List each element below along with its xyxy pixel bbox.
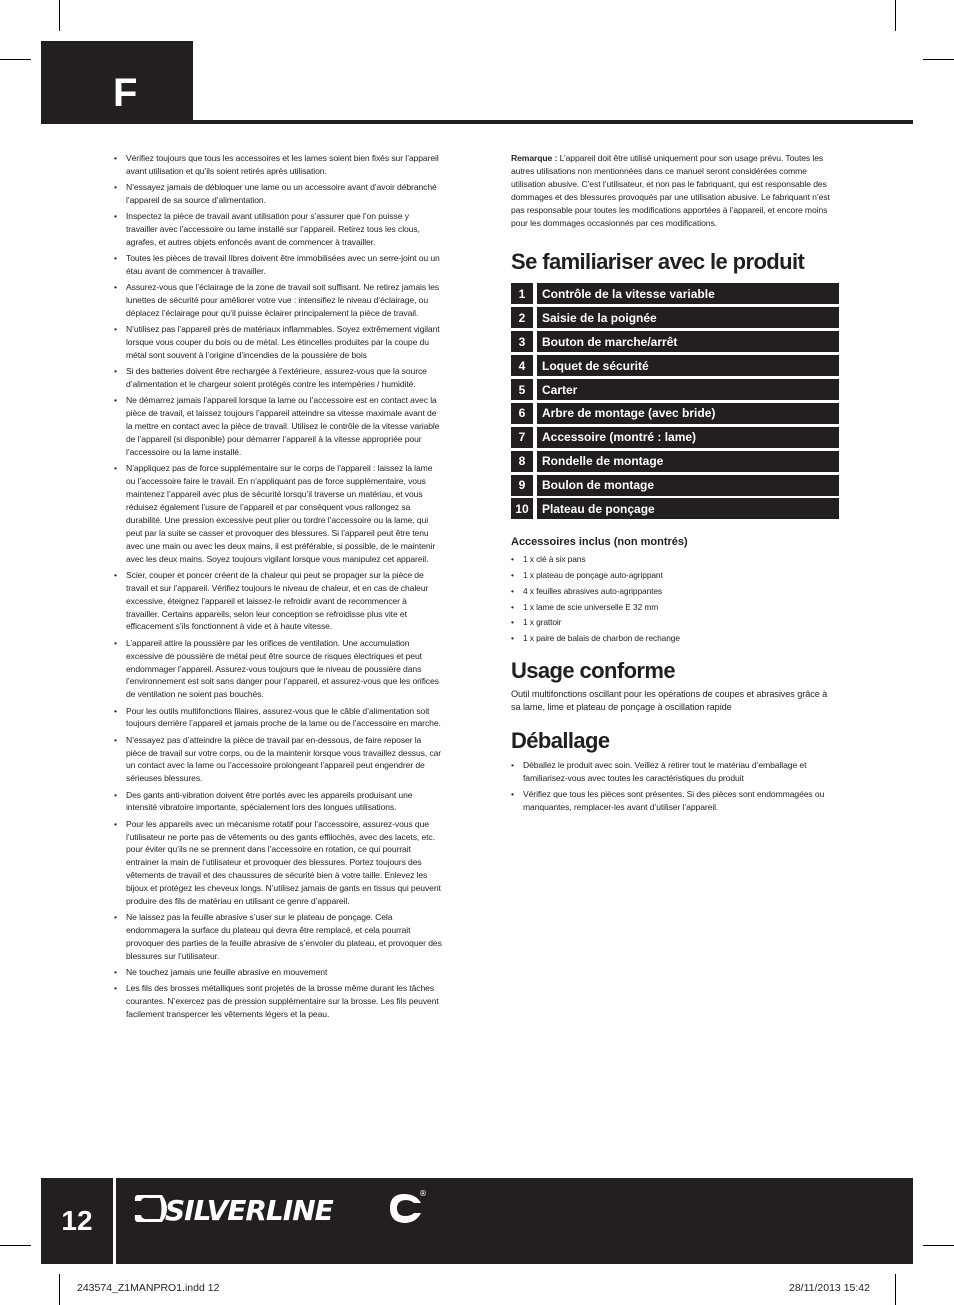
list-item: • Toutes les pièces de travail libres doivent être immobilisées avec un serre-joint ou un étau avant de commencer à travailler.	[114, 252, 442, 278]
part-row	[511, 283, 839, 304]
section-title-usage: Usage conforme	[511, 657, 675, 683]
part-row	[511, 427, 839, 448]
silverline-logo	[132, 1183, 432, 1233]
crop-mark	[923, 59, 954, 60]
list-item: • Ne touchez jamais une feuille abrasive en mouvement	[114, 966, 442, 979]
part-row	[511, 379, 839, 400]
part-row	[511, 403, 839, 424]
part-row	[511, 475, 839, 496]
part-row	[511, 331, 839, 352]
part-number: 3	[511, 331, 533, 352]
list-item: • 1 x clé à six pans	[511, 553, 839, 565]
unpacking-list	[511, 759, 839, 814]
left-column	[114, 152, 442, 1024]
crop-mark	[0, 59, 31, 60]
crop-mark	[895, 1274, 896, 1305]
crop-mark	[0, 1245, 31, 1246]
list-item: • N’appliquez pas de force supplémentaire sur le corps de l’appareil : laissez la lame ou l’accessoire faire le travail. En n’appliquant pas de force supplémentaire, vous maintenez l’appareil avec plus de sécurité lorsqu’il traverse un matériau, et vous réduisez également l’usure de l’appareil et par conséquent vous rallongez sa durabilité. Une pression excessive peut plier ou tordre l’accessoire ou la lame, qui peut par la suite se casser et provoquer des blessures. Si l’appareil peut être tenu avec une main ou avec les deux mains, il est préférable, si possible, de le maintenir avec les deux mains. Soyez toujours vigilant lorsque vous manipulez cet appareil.	[114, 462, 442, 565]
list-item: • N’essayez jamais de débloquer une lame ou un accessoire avant d’avoir débranché l’appareil de sa source d’alimentation.	[114, 181, 442, 207]
part-row	[511, 498, 839, 519]
accessories-list	[511, 553, 839, 643]
list-item: • Vérifiez que tous les pièces sont présentes. Si des pièces sont endommagées ou manquantes, remplacer-les avant d’utiliser l’appareil.	[511, 788, 839, 814]
crop-mark	[895, 0, 896, 31]
part-number: 2	[511, 307, 533, 328]
part-row	[511, 307, 839, 328]
part-number: 10	[511, 498, 533, 519]
list-item: • Pour les outils multifonctions filaires, assurez-vous que le câble d’alimentation soit toujours derrière l’appareil et jamais proche de la lame ou de l’accessoire en marche.	[114, 705, 442, 731]
list-item: • 1 x grattoir	[511, 616, 839, 628]
part-label: Rondelle de montage	[537, 451, 839, 472]
remark-label: Remarque :	[511, 153, 558, 163]
remark-text: L’appareil doit être utilisé uniquement pour son usage prévu. Toutes les autres utilisations non mentionnées dans ce manuel seront considérées comme utilisation abusive. C’est l’utilisateur, et non pas le fabriquant, qui est responsable des dommages et des blessures provoqués par une utilisation abusive. Le fabriquant n’est pas responsable pour toutes les modifications apportées à l’appareil, et encore moins pour les dommages occasionnés par ces modifications.	[511, 153, 830, 228]
list-item: • Déballez le produit avec soin. Veillez à retirer tout le matériau d’emballage et familiarisez-vous avec toutes les caractéristiques du produit	[511, 759, 839, 785]
registered-mark: ®	[419, 1189, 427, 1198]
part-label: Bouton de marche/arrêt	[537, 331, 839, 352]
safety-bullet-list	[114, 152, 442, 1021]
list-item: • N’utilisez pas l’appareil près de matériaux inflammables. Soyez extrêmement vigilant lorsque vous couper du bois ou de métal. Les étincelles produites par la coupe du métal sont souvent à l’origine d’incendies de la poussière de bois	[114, 323, 442, 362]
crop-mark	[59, 1274, 60, 1305]
list-item: • Ne démarrez jamais l’appareil lorsque la lame ou l’accessoire est en contact avec la pièce de travail, et laissez toujours l’appareil atteindre sa vitesse maximale avant de la mettre en contact avec la pièce de travail. Utilisez le contrôle de la vitesse variable de l’appareil (si disponible) pour démarrer l’appareil à la vitesse appropriée pour l’accessoire ou la lame installé.	[114, 394, 442, 459]
crop-mark	[923, 1245, 954, 1246]
list-item: • L’appareil attire la poussière par les orifices de ventilation. Une accumulation excessive de poussière de métal peut être source de risques électriques et peut endommager l’appareil. Assurez-vous toujours que le niveau de poussière dans l’environnement est soit sans danger pour l’appareil, et assurez-vous que les orifices de ventilation ne soient pas bouchés.	[114, 637, 442, 702]
section-title-unpacking: Déballage	[511, 727, 610, 753]
remark-paragraph	[511, 152, 839, 229]
right-column	[511, 152, 839, 817]
parts-list	[511, 283, 839, 519]
part-number: 1	[511, 283, 533, 304]
list-item: • Assurez-vous que l’éclairage de la zone de travail soit suffisant. Ne retirez jamais les lunettes de sécurité pour améliorer votre vue : intensifiez le niveau d’éclairage, ou déplacez l’éclairage pour qu’il puisse éclairer principalement la pièce de travail.	[114, 281, 442, 320]
part-label: Contrôle de la vitesse variable	[537, 283, 839, 304]
list-item: • 1 x plateau de ponçage auto-agrippant	[511, 569, 839, 581]
brand-wordmark: SILVERLINE	[165, 1194, 333, 1227]
list-item: • 4 x feuilles abrasives auto-agrippantes	[511, 585, 839, 597]
part-label: Carter	[537, 379, 839, 400]
part-number: 6	[511, 403, 533, 424]
list-item: • 1 x paire de balais de charbon de rechange	[511, 632, 839, 644]
list-item: • Scier, couper et poncer créent de la chaleur qui peut se propager sur la pièce de travail et sur l’appareil. Vérifiez toujours le niveau de chaleur, et en cas de chaleur excessive, éteignez l’appareil et laissez-le refroidir avant de recommencer à travailler. Certains appareils, selon leur conception se refroidisse plus vite et efficacement s’ils fonctionnent à vide et à haute vitesse.	[114, 569, 442, 634]
part-row	[511, 451, 839, 472]
accessories-heading: Accessoires inclus (non montrés)	[511, 536, 688, 549]
slug-filename: 243574_Z1MANPRO1.indd 12	[77, 1282, 220, 1294]
list-item: • Ne laissez pas la feuille abrasive s’user sur le plateau de ponçage. Cela endommagera la surface du plateau qui devra être remplacé, et cela pourrait provoquer des parties de la feuille abrasive de s’envoler du plateau, et provoquer des blessures sur l’utilisateur.	[114, 911, 442, 963]
usage-paragraph: Outil multifonctions oscillant pour les opérations de coupes et abrasives grâce à sa lame, lime et plateau de ponçage à oscillation rapide	[511, 688, 828, 713]
list-item: • Des gants anti-vibration doivent être portés avec les appareils produisant une intensité vibratoire importante, spécialement lors des longues utilisations.	[114, 789, 442, 815]
header-rule	[41, 120, 913, 124]
part-label: Saisie de la poignée	[537, 307, 839, 328]
section-title-familiarise: Se familiariser avec le produit	[511, 249, 805, 275]
language-tab	[41, 41, 193, 123]
list-item: • Si des batteries doivent être rechargée à l’extérieure, assurez-vous que la source d’alimentation et le chargeur soient protégés contre les intempéries / humidité.	[114, 365, 442, 391]
list-item: • Pour les appareils avec un mécanisme rotatif pour l’accessoire, assurez-vous que l’utilisateur ne porte pas de vêtements ou des gants effilochés, avec des lacets, etc. pour éviter qu’ils ne se prennent dans l’accessoire en rotation, ce qui pourrait entrainer la main de l’utilisateur et provoquer des blessures. Portez toujours des vêtements de travail et des chaussures de sécurité bien à votre taille. Enlevez les bijoux et protégez les cheveux longs. N’utilisez jamais de gants en tissus qui peuvent produire des fils de matériau en utilisant ce genre d’appareil.	[114, 818, 442, 908]
part-label: Arbre de montage (avec bride)	[537, 403, 839, 424]
part-label: Boulon de montage	[537, 475, 839, 496]
part-label: Loquet de sécurité	[537, 355, 839, 376]
part-number: 8	[511, 451, 533, 472]
crop-mark	[59, 0, 60, 31]
part-number: 5	[511, 379, 533, 400]
list-item: • Inspectez la pièce de travail avant utilisation pour s’assurer que l’on puisse y travailler avec l’accessoire ou lame installé sur l’appareil. Retirez tous les clous, agrafes, et autres objets enfoncés avant de commencer à travailler.	[114, 210, 442, 249]
list-item: • Les fils des brosses métalliques sont projetés de la brosse même durant les tâches courantes. N’exercez pas de pression supplémentaire sur la brosse. Les fils peuvent facilement transpercer les vêtements légers et la peau.	[114, 982, 442, 1021]
part-number: 9	[511, 475, 533, 496]
part-number: 4	[511, 355, 533, 376]
list-item: • N’essayez pas d’atteindre la pièce de travail par en-dessous, de faire reposer la pièce de travail sur votre corps, ou de la maintenir lorsque vous travaillez dessus, car un contact avec la lame ou l’accessoire prolongeant l’appareil peut engendrer de sérieuses blessures.	[114, 734, 442, 786]
part-row	[511, 355, 839, 376]
list-item: • Vérifiez toujours que tous les accessoires et les lames soient bien fixés sur l’appareil avant utilisation et qu’ils soient retirés après utilisation.	[114, 152, 442, 178]
slug-timestamp: 28/11/2013 15:42	[789, 1282, 870, 1294]
part-number: 7	[511, 427, 533, 448]
part-label: Plateau de ponçage	[537, 498, 839, 519]
footer-divider	[113, 1178, 116, 1264]
language-letter: F	[113, 71, 138, 115]
part-label: Accessoire (montré : lame)	[537, 427, 839, 448]
page-number: 12	[61, 1205, 93, 1236]
list-item: • 1 x lame de scie universelle E 32 mm	[511, 601, 839, 613]
